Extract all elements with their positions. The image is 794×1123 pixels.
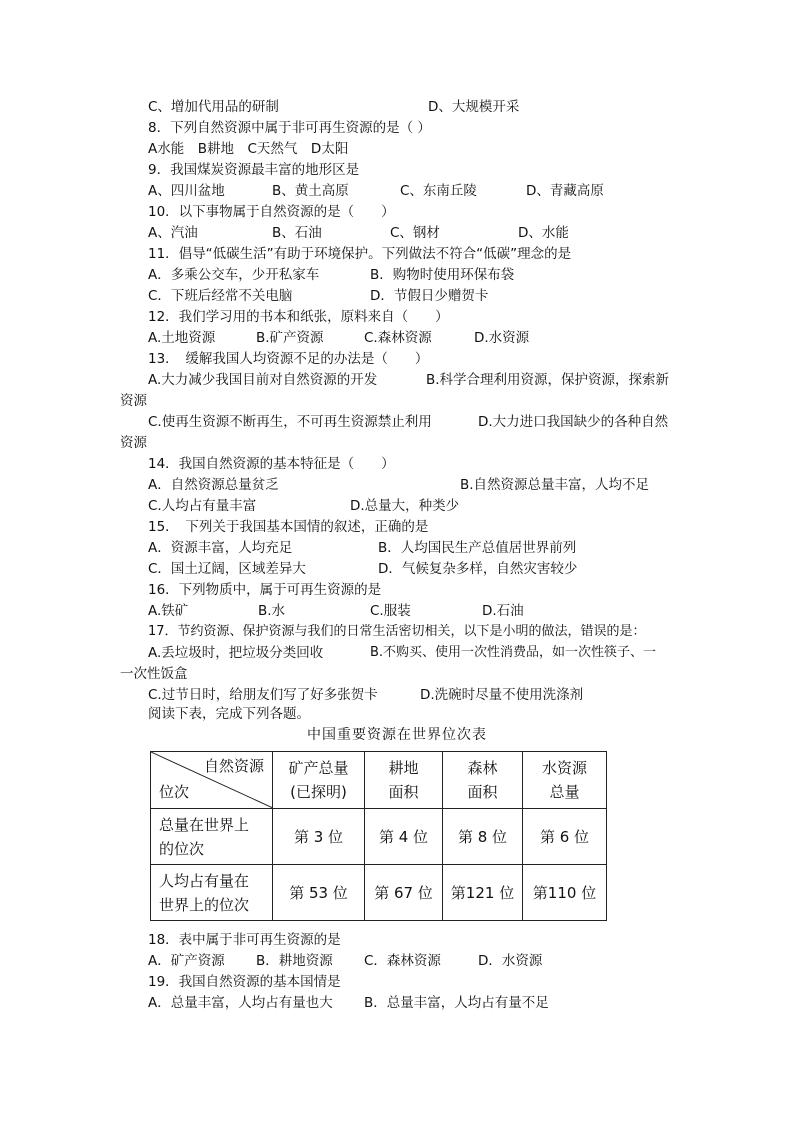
question-17-option-b: B.不购买、使用一次性消费品，如一次性筷子、一 [370,645,657,660]
question-15-option-c: C．国土辽阔，区域差异大 [148,561,306,577]
question-11-option-d: D．节假日少赠贺卡 [370,288,489,304]
question-13-option-b: B.科学合理利用资源，保护资源，探索新 [426,372,670,388]
question-13-option-c: C.使再生资源不断再生，不可再生资源禁止利用 [148,414,432,430]
table-cell: 第110 位 [523,865,607,921]
corner-bottom-label: 位次 [159,783,190,801]
question-14-option-c: C.人均占有量丰富 [148,498,257,514]
question-14-option-d: D.总量大，种类少 [350,498,460,514]
question-8-options: A水能 B耕地 C天然气 D太阳 [148,141,349,157]
question-17-wrap-b: 一次性饭盒 [120,666,188,682]
question-11-stem: 11．倡导“低碳生活”有助于环境保护。下列做法不符合“低碳”理念的是 [148,246,572,262]
question-19-option-a: A．总量丰富，人均占有量也大 [148,995,333,1011]
question-12-option-d: D.水资源 [474,330,530,346]
question-13-wrap-d: 资源 [120,435,147,451]
question-13-option-a: A.大力减少我国目前对自然资源的开发 [148,372,378,388]
question-10-stem: 10．以下事物属于自然资源的是（ ） [148,204,395,220]
question-11-option-a: A．多乘公交车，少开私家车 [148,267,320,283]
question-10-option-c: C、钢材 [390,225,440,241]
question-9-option-c: C、东南丘陵 [400,183,477,199]
table-cell: 第 6 位 [523,809,607,865]
question-18-option-c: C．森林资源 [364,953,441,969]
question-13-option-d: D.大力进口我国缺少的各种自然 [478,414,669,430]
question-8-stem: 8．下列自然资源中属于非可再生资源的是（ ） [148,120,431,136]
question-16-stem: 16．下列物质中，属于可再生资源的是 [148,582,382,598]
table-cell: 第121 位 [443,865,523,921]
question-7-option-d: D、大规模开采 [428,99,520,115]
question-12-stem: 12．我们学习用的书本和纸张，原料来自（ ） [148,309,449,325]
question-12-option-c: C.森林资源 [364,330,432,346]
table-cell: 第 8 位 [443,809,523,865]
question-12-option-b: B.矿产资源 [256,330,324,346]
header-water: 水资源 总量 [523,752,607,809]
question-19-stem: 19．我国自然资源的基本国情是 [148,974,341,990]
question-13-wrap-b: 资源 [120,393,147,409]
question-10-option-d: D、水能 [518,225,569,241]
question-16-option-d: D.石油 [482,603,524,619]
header-forest: 森林 面积 [443,752,523,809]
row-label-total: 总量在世界上 的位次 [151,809,273,865]
question-9-option-b: B、黄土高原 [272,183,349,199]
question-16-option-a: A.铁矿 [148,603,189,619]
question-17-option-d: D.洗碗时尽量不使用洗涤剂 [420,687,584,703]
question-10-option-b: B、石油 [272,225,322,241]
question-7-option-c: C、增加代用品的研制 [148,99,279,115]
question-18-option-b: B．耕地资源 [256,953,333,969]
table-cell: 第 4 位 [365,809,443,865]
question-14-option-a: A．自然资源总量贫乏 [148,477,279,493]
question-18-option-d: D．水资源 [478,953,543,969]
table-corner-cell [151,752,273,809]
question-9-stem: 9．我国煤炭资源最丰富的地形区是 [148,162,360,178]
question-17-stem: 17．节约资源、保护资源与我们的日常生活密切相关，以下是小明的做法，错误的是： [148,624,646,639]
question-18-option-a: A．矿产资源 [148,953,225,969]
question-15-option-a: A．资源丰富，人均充足 [148,540,293,556]
question-11-option-b: B．购物时使用环保布袋 [370,267,515,283]
table-cell: 第 67 位 [365,865,443,921]
question-15-option-b: B．人均国民生产总值居世界前列 [378,540,577,556]
question-18-stem: 18．表中属于非可再生资源的是 [148,932,341,948]
row-label-per-capita: 人均占有量在 世界上的位次 [151,865,273,921]
question-9-option-a: A、四川盆地 [148,183,225,199]
question-14-stem: 14．我国自然资源的基本特征是（ ） [148,456,395,472]
header-minerals: 矿产总量 (已探明) [273,752,365,809]
question-9-option-d: D、青藏高原 [526,183,604,199]
question-12-option-a: A.土地资源 [148,330,216,346]
table-title: 中国重要资源在世界位次表 [307,727,487,743]
table-cell: 第 3 位 [273,809,365,865]
question-15-option-d: D．气候复杂多样，自然灾害较少 [378,561,578,577]
question-16-option-c: C.服装 [370,603,411,619]
corner-top-label: 自然资源 [203,757,264,775]
question-15-stem: 15． 下列关于我国基本国情的叙述，正确的是 [148,519,429,535]
table-instruction: 阅读下表，完成下列各题。 [148,706,310,722]
question-13-stem: 13． 缓解我国人均资源不足的办法是（ ） [148,351,429,367]
question-17-option-a: A.丢垃圾时，把垃圾分类回收 [148,645,324,661]
question-19-option-b: B．总量丰富，人均占有量不足 [364,995,549,1011]
question-10-option-a: A、汽油 [148,225,198,241]
header-farmland: 耕地 面积 [365,752,443,809]
question-14-option-b: B.自然资源总量丰富，人均不足 [460,477,650,493]
table-cell: 第 53 位 [273,865,365,921]
resource-rank-table [150,751,607,921]
question-11-option-c: C．下班后经常不关电脑 [148,288,293,304]
question-16-option-b: B.水 [258,603,286,619]
question-17-option-c: C.过节日时，给朋友们写了好多张贺卡 [148,687,378,703]
